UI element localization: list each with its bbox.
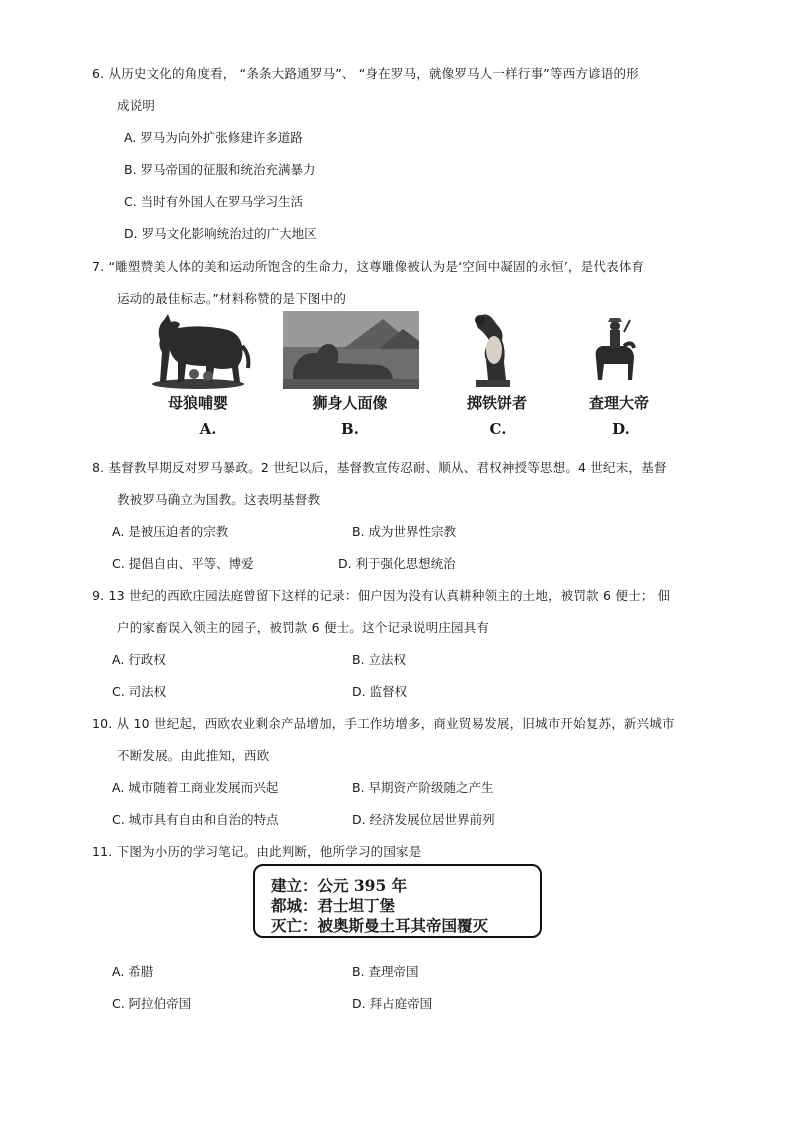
question-6-option-c: C. 当时有外国人在罗马学习生活 [124,194,304,209]
question-9-option-b: B. 立法权 [352,652,407,667]
study-note-box [253,864,542,938]
question-6-option-d: D. 罗马文化影响统治过的广大地区 [124,226,317,241]
note-capital-row: 都城：君士坦丁堡 [271,896,396,915]
question-11-stem: 11. 下图为小历的学习笔记。由此判断，他所学习的国家是 [92,844,422,859]
note-founded-row: 建立：公元 395 年 [271,876,408,895]
question-6-stem-line1: 6. 从历史文化的角度看， “条条大路通罗马”、 “身在罗马，就像罗马人一样行事”等西方谚语的形 [92,66,639,81]
question-11-option-b: B. 查理帝国 [352,964,419,979]
question-11-option-c: C. 阿拉伯帝国 [112,996,192,1011]
question-7-stem-line2: 运动的最佳标志。”材料称赞的是下图中的 [117,291,347,306]
question-8-option-a: A. 是被压迫者的宗教 [112,524,229,539]
question-8-stem-line2: 教被罗马确立为国教。这表明基督教 [117,492,321,507]
sphinx-pyramid-image [283,311,419,389]
figure-c-letter: C. [489,420,507,438]
discus-thrower-image [468,310,518,388]
question-9-option-a: A. 行政权 [112,652,166,667]
question-10-stem-line1: 10. 从 10 世纪起，西欧农业剩余产品增加，手工作坊增多，商业贸易发展，旧城市开始复苏，新兴城市 [92,716,675,731]
note-fall-row: 灭亡：被奥斯曼土耳其帝国覆灭 [271,916,489,935]
question-8-stem-line1: 8. 基督教早期反对罗马暴政。2 世纪以后，基督教宣传忍耐、顺从、君权神授等思想。4 世纪末，基督 [92,460,667,475]
question-10-option-c: C. 城市具有自由和自治的特点 [112,812,279,827]
question-9-stem-line1: 9. 13 世纪的西欧庄园法庭曾留下这样的记录：佃户因为没有认真耕种领主的土地，被罚款 6 便士； 佃 [92,588,671,603]
question-9-option-c: C. 司法权 [112,684,167,699]
question-11-option-d: D. 拜占庭帝国 [352,996,433,1011]
figure-a-caption: 母狼哺婴 [167,394,228,412]
figure-b-letter: B. [341,420,359,438]
question-10-stem-line2: 不断发展。由此推知，西欧 [117,748,270,763]
figure-a-letter: A. [199,420,217,438]
question-6-option-b: B. 罗马帝国的征服和统治充满暴力 [124,162,316,177]
figure-d-caption: 查理大帝 [588,394,649,412]
charlemagne-statue-image [588,318,640,384]
figure-d-letter: D. [612,420,630,438]
question-9-option-d: D. 监督权 [352,684,408,699]
question-10-option-b: B. 早期资产阶级随之产生 [352,780,494,795]
question-6-stem-line2: 成说明 [117,98,156,113]
question-11-option-a: A. 希腊 [112,964,154,979]
question-7-stem-line1: 7. “雕塑赞美人体的美和运动所饱含的生命力，这尊雕像被认为是‘空间中凝固的永恒’，是代表体育 [92,259,645,274]
she-wolf-statue-image [142,310,254,390]
question-8-option-b: B. 成为世界性宗教 [352,524,457,539]
question-8-option-c: C. 提倡自由、平等、博爱 [112,556,254,571]
figure-c-caption: 掷铁饼者 [466,394,527,412]
figure-b-caption: 狮身人面像 [312,394,388,412]
question-10-option-a: A. 城市随着工商业发展而兴起 [112,780,279,795]
question-10-option-d: D. 经济发展位居世界前列 [352,812,495,827]
question-6-option-a: A. 罗马为向外扩张修建许多道路 [124,130,303,145]
question-9-stem-line2: 户的家畜误入领主的园子，被罚款 6 便士。这个记录说明庄园具有 [117,620,490,635]
question-8-option-d: D. 利于强化思想统治 [338,556,456,571]
